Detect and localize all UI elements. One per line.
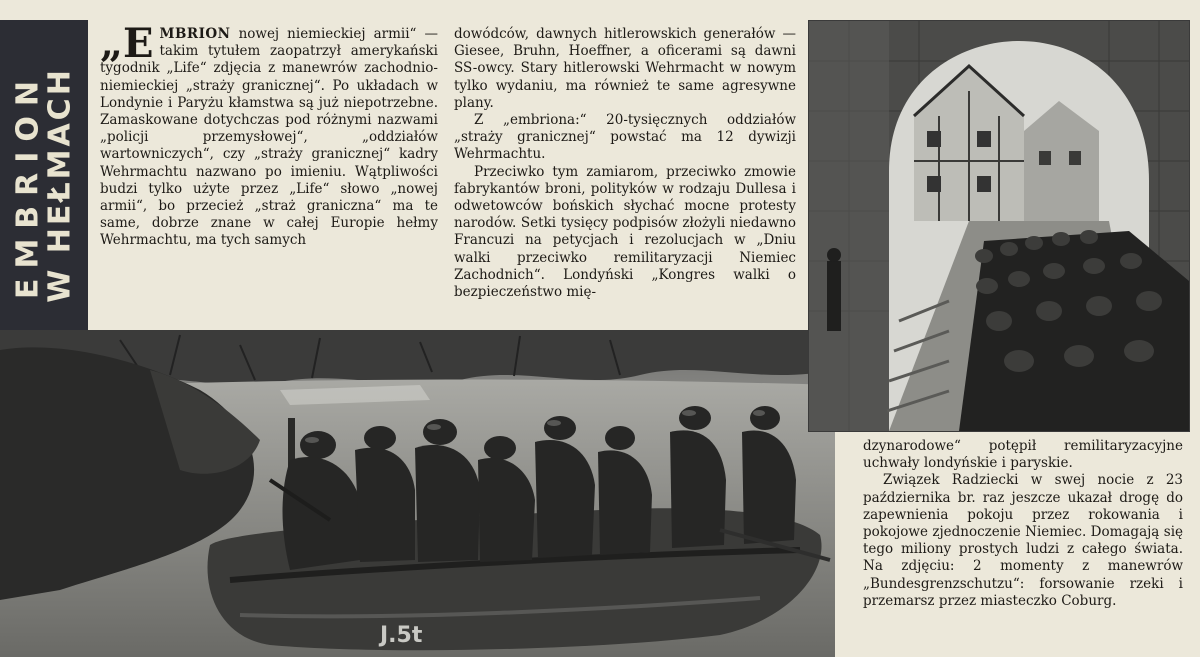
drop-cap: „E [100, 20, 154, 67]
article-paragraph: dowódców, dawnych hitlerowskich generałów — Giesee, Bruhn, Hoeffner, a oficerami są dawni SS-owcy. Stary hitlerowski Wehrmacht w nowym tylko wydaniu, ma również te same agresywne plany. [454, 26, 796, 111]
town-march-photo [808, 20, 1190, 432]
paragraph-text: nowej niemieckiej armii“ — takim tytułem zaopatrzył amerykański tygodnik „Life“ zdjęcia z manewrów zachodnio-niemieckiej „straży granicznej“. Po układach w Londynie i Paryżu kłamstwa są już niepotrzebne. Zamaskowane dotychczas pod różnymi nazwami „policji przemysłowej“, „oddziałów wartowniczych“, czy „straży granicznej“ kadry Wehrmachtu nazwano po imieniu. Wątpliwości budzi tylko użyte przez „Life“ słowo „nowej armii“, bo przecież „straż graniczna“ ma te same, dobrze znane w całej Europie hełmy Wehrmachtu, ma tych samych [100, 26, 438, 249]
article-column-2 [454, 26, 796, 301]
banner-title-line2: W HEŁMACH [42, 67, 77, 303]
article-paragraph: Związek Radziecki w swej nocie z 23 października br. raz jeszcze ukazał drogę do zapewnienia pokoju przez rokowania i pokojowe zjednoczenie Niemiec. Domagają się tego miliony prostych ludzi z całego świata. Na zdjęciu: 2 momenty z manewrów „Bundesgrenzschutzu“: forsowanie rzeki i przemarsz przez miasteczko Coburg. [863, 472, 1183, 609]
banner-title-line1: EMBRION [10, 70, 46, 300]
boat-marking: J.5t [380, 623, 423, 648]
article-paragraph: dzynarodowe“ potępił remilitaryzacyjne uchwały londyńskie i paryskie. [863, 438, 1183, 472]
article-paragraph [100, 20, 438, 250]
river-crossing-photo [0, 330, 835, 657]
article-paragraph: Przeciwko tym zamiarom, przeciwko zmowie fabrykantów broni, polityków w rodzaju Dullesa i odwetowców bońskich słychać mocne protesty narodów. Setki tysięcy podpisów złożyli niedawno Francuzi na petycjach i rezolucjach w „Dniu walki przeciwko remilitaryzacji Niemiec Zachodnich“. Londyński „Kongres walki o bezpieczeństwo mię- [454, 163, 796, 301]
article-column-1 [100, 20, 438, 250]
article-paragraph: Z „embriona:“ 20-tysięcznych oddziałów „straży granicznej“ powstać ma 12 dywizji Wehrmachtu. [454, 112, 796, 163]
lead-word: MBRION [159, 26, 231, 42]
article-column-3 [863, 438, 1183, 610]
banner-title [10, 67, 77, 303]
title-banner [0, 20, 88, 330]
